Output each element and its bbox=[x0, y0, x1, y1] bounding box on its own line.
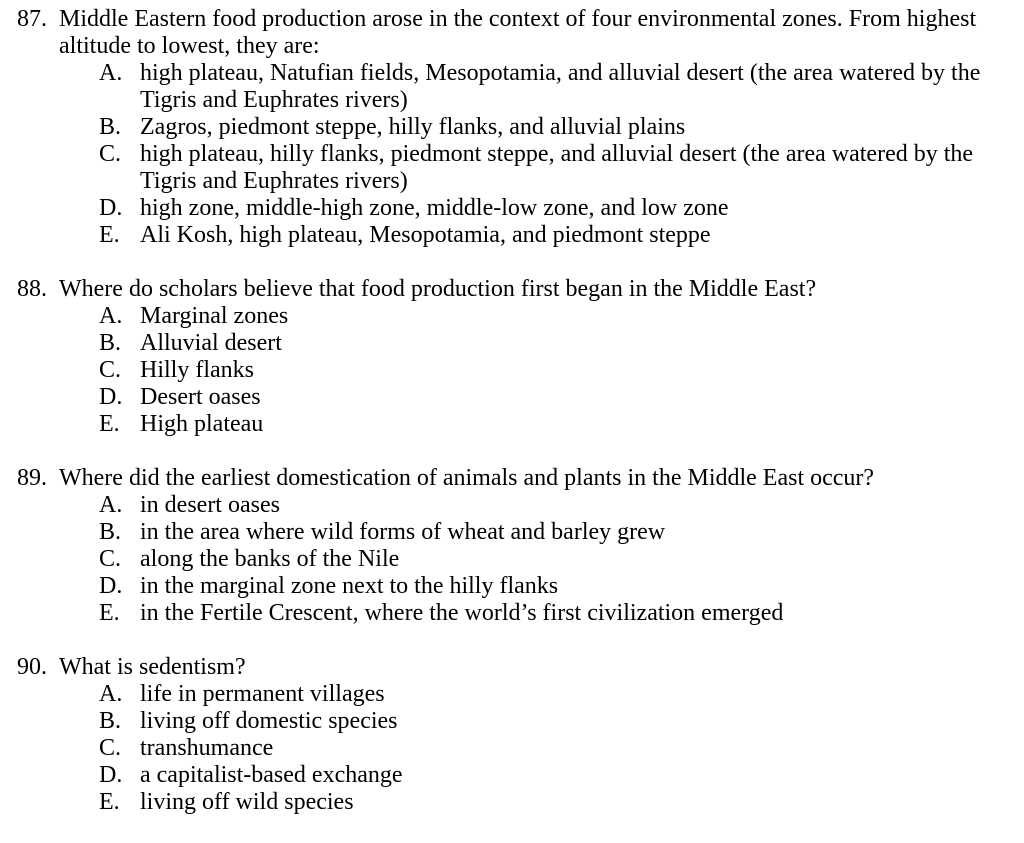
option-text: Alluvial desert bbox=[140, 330, 282, 356]
option-letter: D. bbox=[99, 384, 123, 410]
question-88 bbox=[0, 276, 1024, 438]
option-text: in the Fertile Crescent, where the world’s first civilization emerged bbox=[140, 600, 784, 626]
option-letter: B. bbox=[99, 519, 122, 545]
answer-option-c bbox=[0, 546, 1024, 573]
option-letter: E. bbox=[99, 411, 120, 437]
option-letter: D. bbox=[99, 195, 123, 221]
question-87 bbox=[0, 6, 1024, 249]
option-text: High plateau bbox=[140, 411, 264, 437]
question-89 bbox=[0, 465, 1024, 627]
answer-option-d bbox=[0, 195, 1024, 222]
option-letter: A. bbox=[99, 681, 123, 707]
option-text: in desert oases bbox=[140, 492, 280, 518]
question-stem bbox=[0, 276, 1024, 303]
option-text: in the marginal zone next to the hilly flanks bbox=[140, 573, 559, 599]
answer-options bbox=[0, 303, 1024, 438]
option-text: in the area where wild forms of wheat and barley grew bbox=[140, 519, 666, 545]
option-text: Marginal zones bbox=[140, 303, 289, 329]
option-text: Desert oases bbox=[140, 384, 261, 410]
question-text: Where did the earliest domestication of animals and plants in the Middle East occur? bbox=[59, 465, 875, 491]
option-letter: D. bbox=[99, 762, 123, 788]
option-text: high plateau, hilly flanks, piedmont steppe, and alluvial desert (the area watered by the Tigris and Euphrates rivers) bbox=[140, 141, 974, 194]
option-letter: E. bbox=[99, 222, 120, 248]
answer-option-a bbox=[0, 492, 1024, 519]
option-letter: C. bbox=[99, 546, 122, 572]
option-letter: A. bbox=[99, 492, 123, 518]
option-text: living off domestic species bbox=[140, 708, 398, 734]
option-letter: C. bbox=[99, 141, 122, 167]
option-text: along the banks of the Nile bbox=[140, 546, 400, 572]
question-stem bbox=[0, 465, 1024, 492]
answer-option-b bbox=[0, 330, 1024, 357]
answer-option-d bbox=[0, 762, 1024, 789]
question-text: Where do scholars believe that food production first began in the Middle East? bbox=[59, 276, 817, 302]
question-stem bbox=[0, 6, 1024, 60]
answer-options bbox=[0, 681, 1024, 816]
option-text: a capitalist-based exchange bbox=[140, 762, 403, 788]
answer-option-a bbox=[0, 681, 1024, 708]
answer-option-e bbox=[0, 222, 1024, 249]
option-text: Ali Kosh, high plateau, Mesopotamia, and piedmont steppe bbox=[140, 222, 711, 248]
option-text: living off wild species bbox=[140, 789, 354, 815]
answer-option-c bbox=[0, 357, 1024, 384]
answer-option-d bbox=[0, 384, 1024, 411]
answer-option-e bbox=[0, 600, 1024, 627]
question-stem bbox=[0, 654, 1024, 681]
answer-option-a bbox=[0, 303, 1024, 330]
question-number: 89. bbox=[17, 465, 47, 491]
question-number: 90. bbox=[17, 654, 47, 680]
question-text: Middle Eastern food production arose in the context of four environmental zones. From highest altitude to lowest, they are: bbox=[59, 6, 977, 59]
answer-option-c bbox=[0, 141, 1024, 195]
option-letter: A. bbox=[99, 303, 123, 329]
option-letter: C. bbox=[99, 735, 122, 761]
option-letter: E. bbox=[99, 600, 120, 626]
option-letter: B. bbox=[99, 114, 122, 140]
question-number: 88. bbox=[17, 276, 47, 302]
answer-options bbox=[0, 492, 1024, 627]
option-letter: C. bbox=[99, 357, 122, 383]
option-letter: D. bbox=[99, 573, 123, 599]
option-letter: E. bbox=[99, 789, 120, 815]
option-letter: B. bbox=[99, 330, 122, 356]
option-letter: A. bbox=[99, 60, 123, 86]
answer-option-e bbox=[0, 789, 1024, 816]
answer-option-d bbox=[0, 573, 1024, 600]
document-page bbox=[0, 6, 1024, 843]
answer-option-b bbox=[0, 519, 1024, 546]
answer-option-b bbox=[0, 708, 1024, 735]
question-number: 87. bbox=[17, 6, 47, 32]
question-90 bbox=[0, 654, 1024, 816]
option-text: Zagros, piedmont steppe, hilly flanks, and alluvial plains bbox=[140, 114, 686, 140]
option-text: high zone, middle-high zone, middle-low zone, and low zone bbox=[140, 195, 729, 221]
option-letter: B. bbox=[99, 708, 122, 734]
answer-option-e bbox=[0, 411, 1024, 438]
answer-option-a bbox=[0, 60, 1024, 114]
answer-option-b bbox=[0, 114, 1024, 141]
answer-options bbox=[0, 60, 1024, 249]
option-text: transhumance bbox=[140, 735, 274, 761]
option-text: life in permanent villages bbox=[140, 681, 385, 707]
answer-option-c bbox=[0, 735, 1024, 762]
option-text: Hilly flanks bbox=[140, 357, 254, 383]
option-text: high plateau, Natufian fields, Mesopotamia, and alluvial desert (the area watered by the Tigris and Euphrates rivers) bbox=[140, 60, 981, 113]
question-text: What is sedentism? bbox=[59, 654, 246, 680]
